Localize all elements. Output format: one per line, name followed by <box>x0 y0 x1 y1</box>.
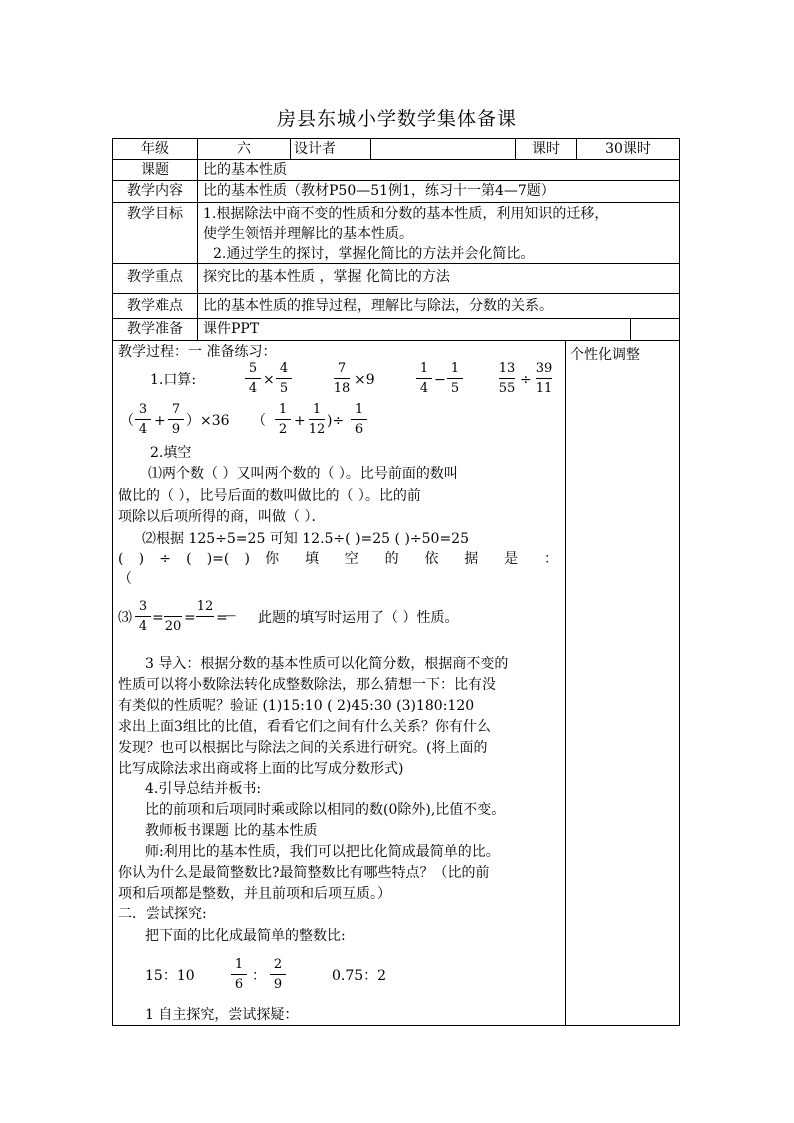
difficulty-value: 比的基本性质的推导过程，理解比与除法，分数的关系。 <box>203 298 553 314</box>
topic-label: 课题 <box>141 162 169 178</box>
intro-line: 性质可以将小数除法转化成整数除法，那么猜想一下：比有没 <box>118 677 496 693</box>
operator: × <box>263 372 275 388</box>
section-heading: 二．尝试探究: <box>118 906 207 922</box>
rule-line: 比的前项和后项同时乘或除以相同的数(0除外),比值不变。 <box>145 802 506 818</box>
teacher-line: 师:利用比的基本性质，我们可以把比化简成最简单的比。 <box>145 844 500 860</box>
operator: + <box>294 413 306 429</box>
row-divider <box>112 340 680 341</box>
period-label: 课时 <box>532 141 560 157</box>
content-value: 比的基本性质（教材P50—51例1，练习十一第4—7题） <box>203 183 555 199</box>
fraction: 3 4 <box>133 599 153 634</box>
item-number: ⑶ <box>118 610 132 626</box>
fraction: 39 11 <box>535 361 553 396</box>
process-heading: 教学过程：一 准备练习： <box>118 344 277 360</box>
fill-heading: 2.填空 <box>150 445 192 461</box>
period-value: 30课时 <box>605 141 651 157</box>
ratio: 15：10 <box>145 968 195 984</box>
operator: = <box>216 610 228 626</box>
blank-dash: — <box>225 609 236 622</box>
operator: = <box>152 610 164 626</box>
fill-line: ( ) ÷ ( )=( ) 你 填 空 的 依 据 是 ： <box>118 551 558 567</box>
fill-line: ⑵根据 125÷5=25 可知 12.5÷( )=25 ( )÷50=25 <box>142 531 469 547</box>
content-label: 教学内容 <box>127 183 183 199</box>
table-border-right <box>679 138 680 1025</box>
fraction: 7 9 <box>166 402 186 437</box>
designer-label: 设计者 <box>294 141 336 157</box>
fraction: 1 6 <box>229 957 249 992</box>
fill-line: 做比的（ ），比号后面的数叫做比的（ ）。比的前 <box>118 488 421 504</box>
fill-line: ⑴两个数（ ）又叫两个数的（ ）。比号前面的数叫 <box>148 466 458 482</box>
fraction: 7 18 <box>333 361 351 396</box>
fraction: 13 55 <box>498 361 516 396</box>
operator: )÷ <box>327 413 345 429</box>
personal-adjust-label: 个性化调整 <box>570 347 640 363</box>
intro-line: 3 导入：根据分数的基本性质可以化简分数，根据商不变的 <box>145 656 509 672</box>
operator: − <box>434 372 446 388</box>
page-title: 房县东城小学数学集体备课 <box>276 108 517 130</box>
last-line: 1 自主探究，尝试探疑： <box>145 1007 299 1023</box>
fraction: 1 2 <box>273 402 293 437</box>
fraction: 2 9 <box>268 957 288 992</box>
topic-value: 比的基本性质 <box>203 162 287 178</box>
operator: ）×36 <box>186 413 230 429</box>
prep-value: 课件PPT <box>203 321 260 337</box>
goal-line: 1.根据除法中商不变的性质和分数的基本性质，利用知识的迁移， <box>203 206 609 222</box>
intro-line: 求出上面3组比的比值，看看它们之间有什么关系？你有什么 <box>118 719 491 735</box>
side-column-divider <box>565 340 566 1025</box>
fill-line: （ <box>118 571 132 587</box>
ratio-colon: ： <box>252 968 266 984</box>
operator: ÷ <box>520 372 532 388</box>
paren: （ <box>120 413 134 429</box>
intro-line: 比写成除法求出商或将上面的比写成分数形式) <box>118 761 404 777</box>
operator: = <box>184 610 196 626</box>
fraction: 20 <box>162 599 184 634</box>
key-label: 教学重点 <box>127 269 183 285</box>
header-divider <box>290 138 291 159</box>
board-line: 教师板书课题 比的基本性质 <box>145 823 318 839</box>
table-border-bottom <box>112 1025 680 1026</box>
goal-label: 教学目标 <box>127 206 183 222</box>
key-value: 探究比的基本性质 ，掌握 化简比的方法 <box>203 269 450 285</box>
fraction: 1 5 <box>445 361 465 396</box>
operator: ×9 <box>354 372 375 388</box>
intro-line: 发现？也可以根据比与除法之间的关系进行研究。(将上面的 <box>118 740 488 756</box>
fill-line: 项除以后项所得的商，叫做（ ）． <box>118 509 326 525</box>
guide-line: 4.引导总结并板书: <box>145 781 262 797</box>
fraction: 5 4 <box>243 361 263 396</box>
teacher-line: 你认为什么是最简整数比?最简整数比有哪些特点？（比的前 <box>118 865 490 881</box>
fraction: 3 4 <box>133 402 153 437</box>
task-line: 把下面的比化成最简单的整数比: <box>145 928 346 944</box>
intro-line: 有类似的性质呢？验证 (1)15:10 ( 2)45:30 (3)180:120 <box>118 698 475 714</box>
oral-label: 1.口算: <box>150 372 197 388</box>
fill-line: 此题的填写时运用了（ ）性质。 <box>258 610 459 626</box>
fraction: 4 5 <box>274 361 294 396</box>
difficulty-label: 教学难点 <box>127 298 183 314</box>
fraction: 1 12 <box>308 402 326 437</box>
grade-value: 六 <box>237 141 251 157</box>
fraction: 12 <box>194 599 216 634</box>
paren: （ <box>252 413 266 429</box>
goal-line: 2.通过学生的探讨，掌握化简比的方法并会化简比。 <box>213 246 535 262</box>
ratio: 0.75：2 <box>332 968 387 984</box>
prep-label: 教学准备 <box>127 321 183 337</box>
header-divider <box>370 138 371 159</box>
label-column-divider <box>197 138 198 340</box>
fraction: 1 6 <box>349 402 369 437</box>
prep-row-divider <box>630 318 631 340</box>
fraction: 1 4 <box>414 361 434 396</box>
goal-line: 使学生领悟并理解比的基本性质。 <box>203 226 413 242</box>
grade-label: 年级 <box>141 141 169 157</box>
operator: + <box>154 413 166 429</box>
teacher-line: 项和后项都是整数，并且前项和后项互质。） <box>118 886 391 902</box>
